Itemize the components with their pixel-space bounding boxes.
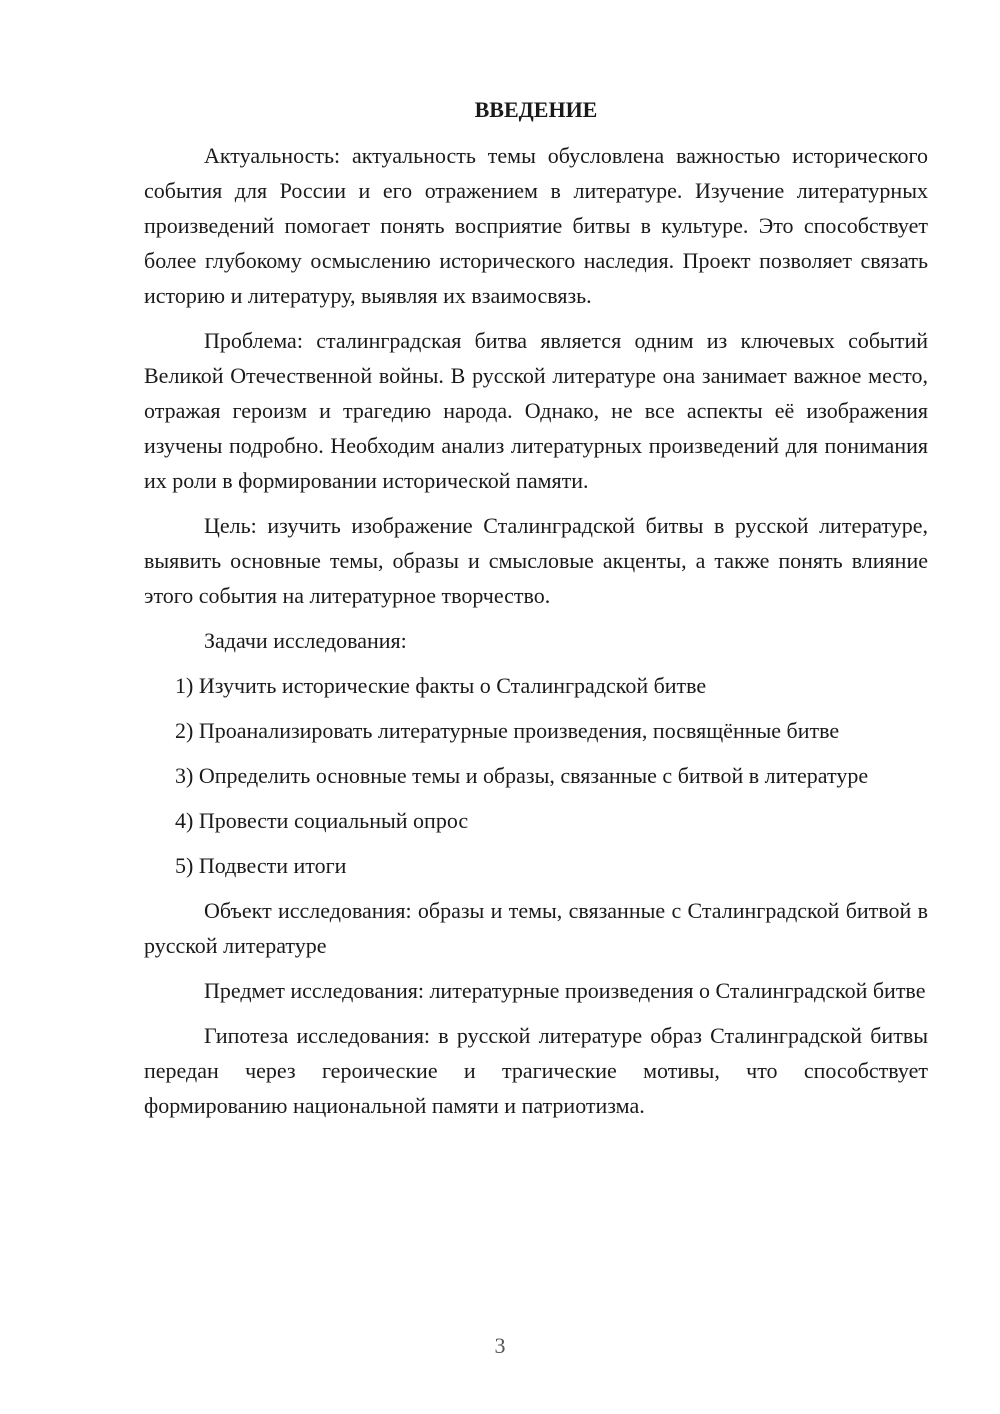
problem-paragraph: Проблема: сталинградская битва является одним из ключевых событий Великой Отечественной войны. В русской литературе она занимает важное место, отражая героизм и трагедию народа. Однако, не все аспекты её изображения изучены подробно. Необходим анализ литературных произведений для понимания их роли в формировании исторической памяти. [144,328,928,493]
tasks-title: Задачи исследования: [204,628,407,653]
task-item-2: 2) Проанализировать литературные произведения, посвящённые битве [175,718,840,743]
hypothesis-paragraph: Гипотеза исследования: в русской литературе образ Сталинградской битвы передан через героические и трагические мотивы, что способствует формированию национальной памяти и патриотизма. [144,1023,928,1118]
research-subject-paragraph: Предмет исследования: литературные произведения о Сталинградской битве [204,978,926,1003]
relevance-paragraph: Актуальность: актуальность темы обусловлена важностью исторического события для России и его отражением в литературе. Изучение литературных произведений помогает понять восприятие битвы в культуре. Это способствует более глубокому осмыслению исторического наследия. Проект позволяет связать историю и литературу, выявляя их взаимосвязь. [144,143,928,308]
page-title: ВВЕДЕНИЕ [474,97,598,122]
task-item-4: 4) Провести социальный опрос [175,808,469,833]
task-item-3: 3) Определить основные темы и образы, связанные с битвой в литературе [175,763,869,788]
task-item-5: 5) Подвести итоги [175,853,347,878]
goal-paragraph: Цель: изучить изображение Сталинградской битвы в русской литературе, выявить основные темы, образы и смысловые акценты, а также понять влияние этого события на литературное творчество. [144,513,928,608]
task-item-1: 1) Изучить исторические факты о Сталинградской битве [175,673,707,698]
page-content [144,92,928,1133]
page-number: 3 [494,1333,506,1358]
research-object-paragraph: Объект исследования: образы и темы, связанные с Сталинградской битвой в русской литературе [144,898,928,958]
